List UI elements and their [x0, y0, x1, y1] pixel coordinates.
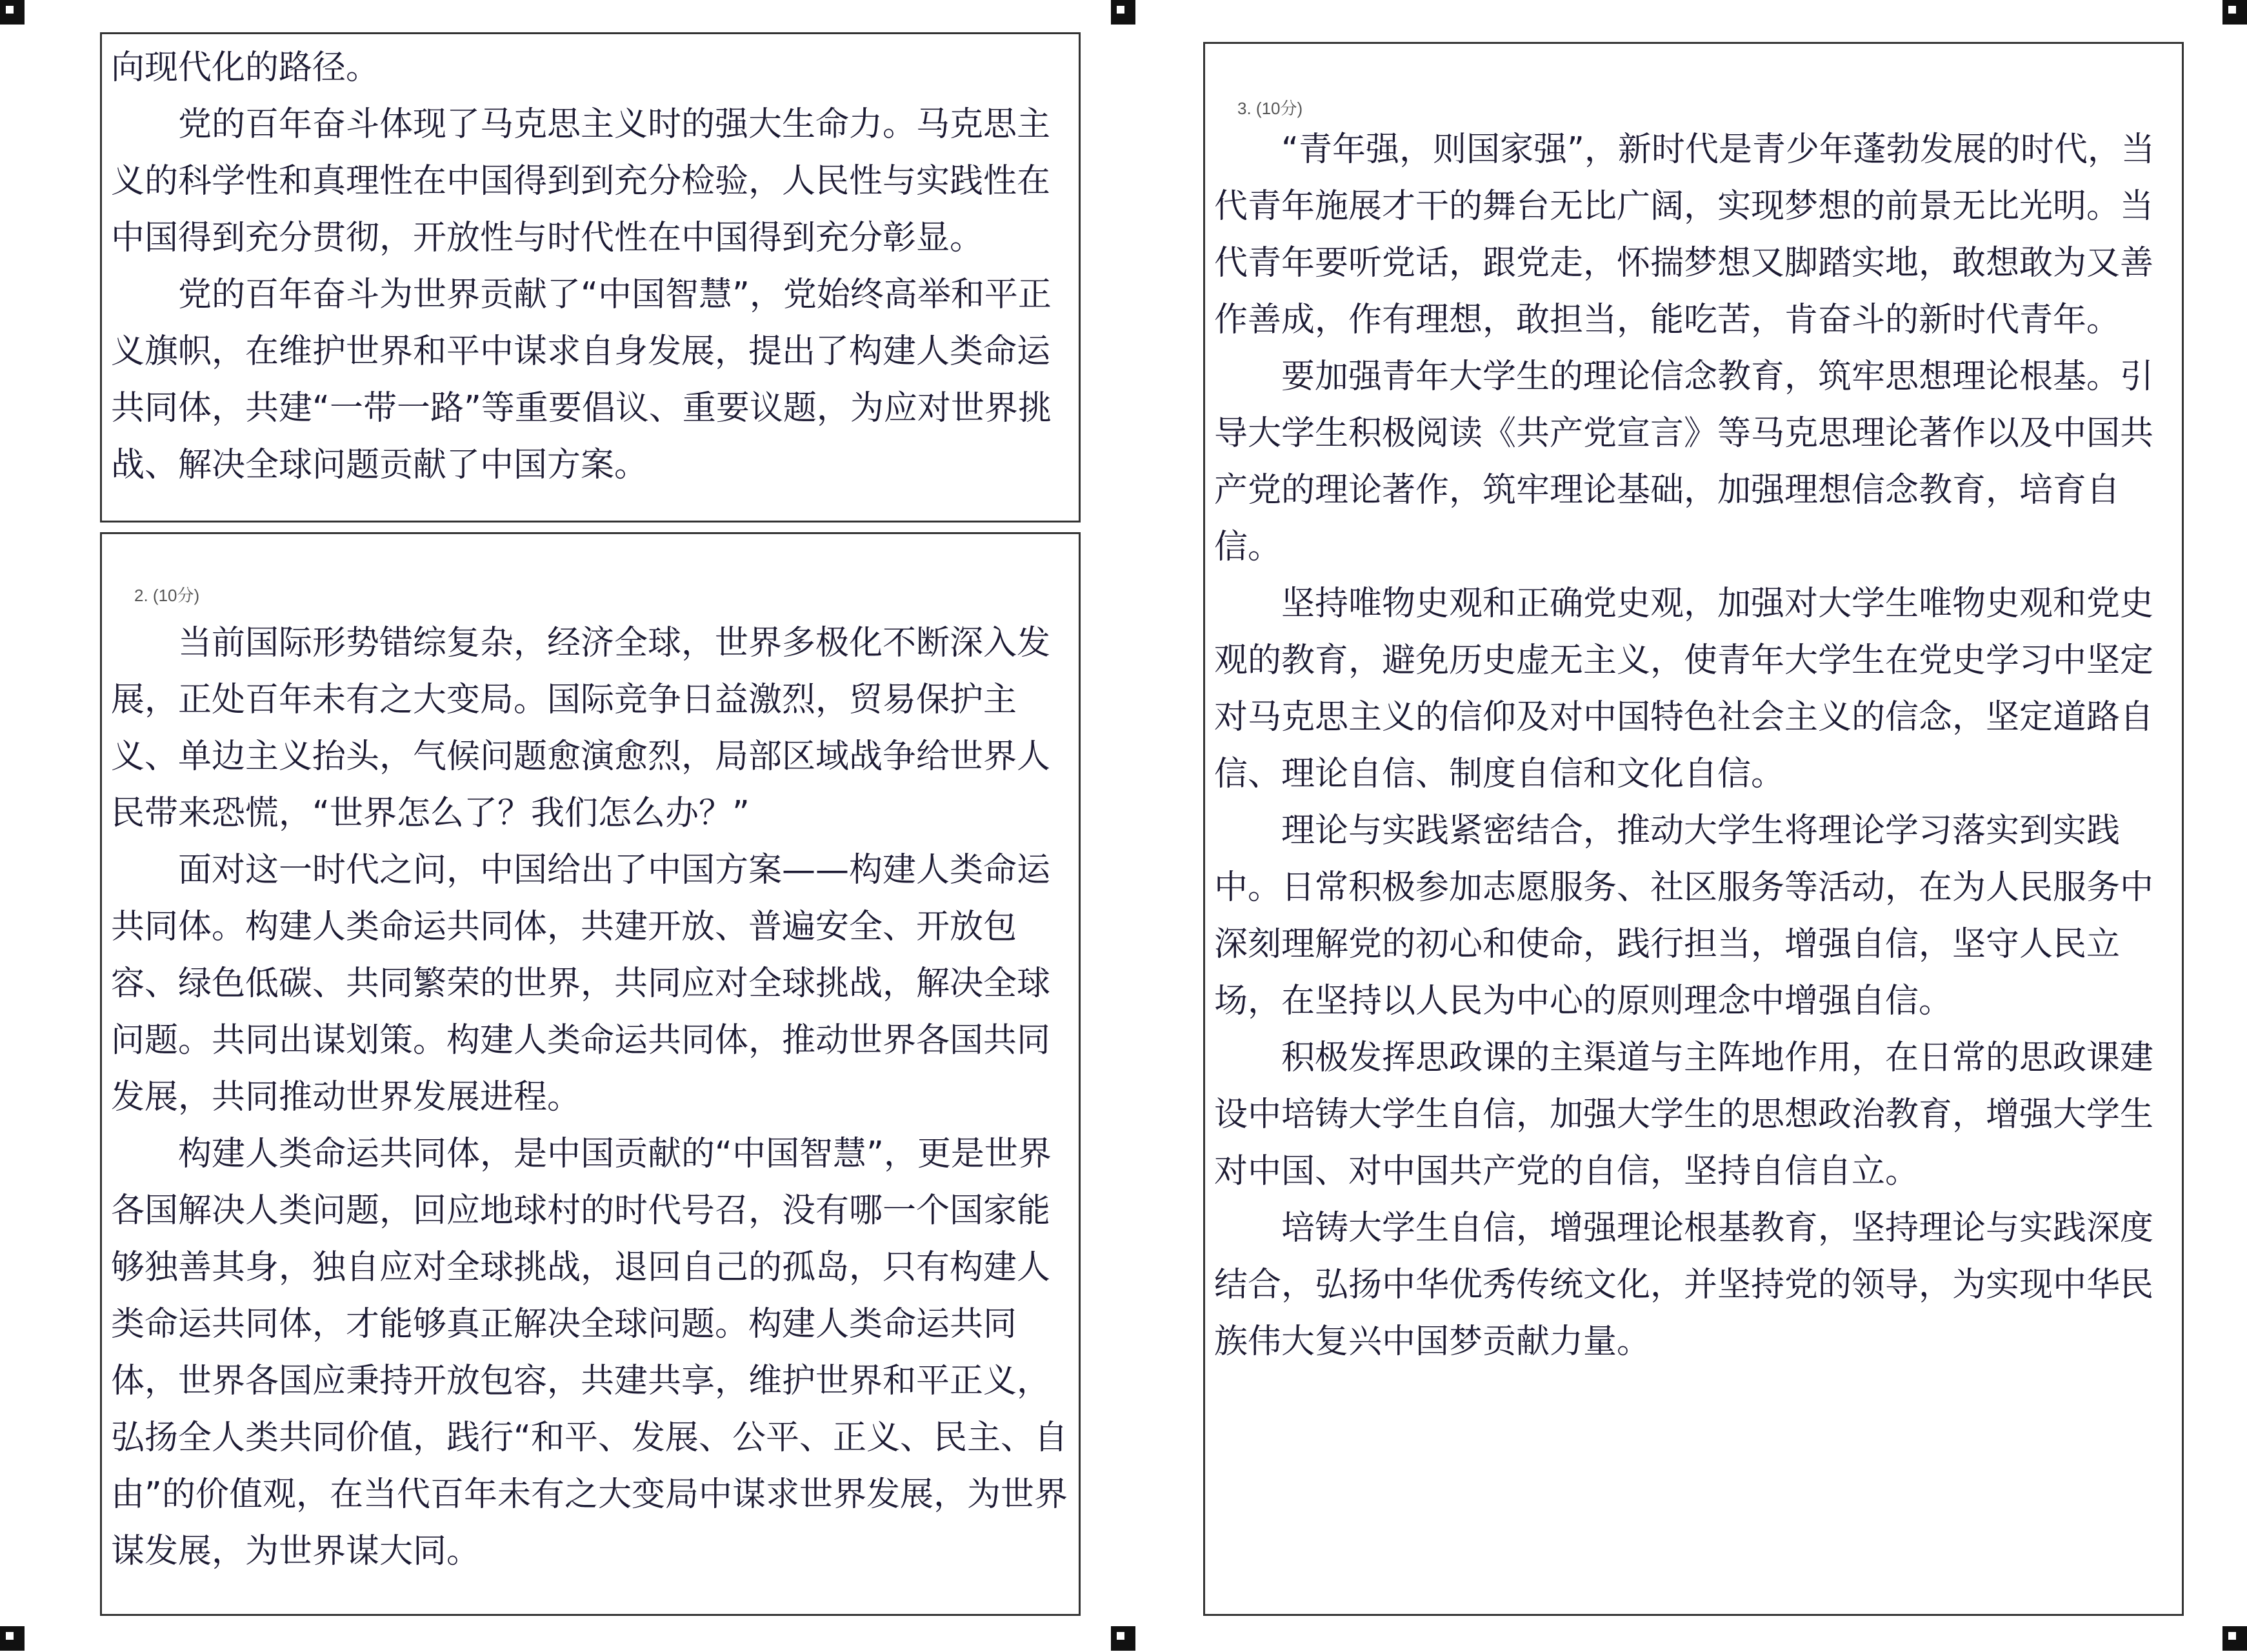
paragraph: 当前国际形势错综复杂，经济全球，世界多极化不断深入发展，正处百年未有之大变局。国际竞争日益激烈，贸易保护主义、单边主义抬头，气候问题愈演愈烈，局部区域战争给世界人民带来恐慌，“世界怎么了？我们怎么办？”	[111, 624, 1051, 833]
paragraph: 构建人类命运共同体，是中国贡献的“中国智慧”，更是世界各国解决人类问题，回应地球村的时代号召，没有哪一个国家能够独善其身，独自应对全球挑战，退回自己的孤岛，只有构建人类命运共同体，才能够真正解决全球问题。构建人类命运共同体，世界各国应秉持开放包容，共建共享，维护世界和平正义，弘扬全人类共同价值，践行“和平、发展、公平、正义、民主、自由”的价值观，在当代百年未有之大变局中谋求世界发展，为世界谋发展，为世界谋大同。	[111, 1135, 1068, 1571]
answer-box-2	[100, 532, 1081, 1616]
corner-marker-top-right	[2222, 0, 2247, 25]
question-label-3: 3. (10分)	[1237, 99, 1303, 118]
paragraph: 面对这一时代之问，中国给出了中国方案——构建人类命运共同体。构建人类命运共同体，共建开放、普遍安全、开放包容、绿色低碳、共同繁荣的世界，共同应对全球挑战，解决全球问题。共同出谋划策。构建人类命运共同体，推动世界各国共同发展，共同推动世界发展进程。	[111, 851, 1051, 1117]
paragraph: 党的百年奋斗为世界贡献了“中国智慧”，党始终高举和平正义旗帜，在维护世界和平中谋求自身发展，提出了构建人类命运共同体，共建“一带一路”等重要倡议、重要议题，为应对世界挑战、解决全球问题贡献了中国方案。	[111, 275, 1052, 484]
corner-marker-bottom-left	[0, 1626, 25, 1651]
corner-marker-top-left	[0, 0, 25, 25]
paragraph: 培铸大学生自信，增强理论根基教育，坚持理论与实践深度结合，弘扬中华优秀传统文化，并坚持党的领导，为实现中华民族伟大复兴中国梦贡献力量。	[1214, 1209, 2154, 1361]
question-label-2: 2. (10分)	[134, 586, 200, 605]
corner-marker-top-center	[1111, 0, 1135, 25]
paragraph: 向现代化的路径。	[111, 48, 380, 87]
answer-box-1	[100, 32, 1081, 522]
answer-box-2-text	[111, 615, 1072, 1580]
paragraph: “青年强，则国家强”，新时代是青少年蓬勃发展的时代，当代青年施展才干的舞台无比广阔，实现梦想的前景无比光明。当代青年要听党话，跟党走，怀揣梦想又脚踏实地，敢想敢为又善作善成，作有理想，敢担当，能吃苦，肯奋斗的新时代青年。	[1214, 130, 2155, 339]
paragraph: 理论与实践紧密结合，推动大学生将理论学习落实到实践中。日常积极参加志愿服务、社区服务等活动，在为人民服务中深刻理解党的初心和使命，践行担当，增强自信，坚守人民立场，在坚持以人民为中心的原则理念中增强自信。	[1214, 811, 2154, 1020]
corner-marker-bottom-right	[2222, 1626, 2247, 1651]
paragraph: 要加强青年大学生的理论信念教育，筑牢思想理论根基。引导大学生积极阅读《共产党宣言》等马克思理论著作以及中国共产党的理论著作，筑牢理论基础，加强理想信念教育，培育自信。	[1214, 357, 2154, 566]
answer-box-3-text	[1214, 121, 2175, 1370]
paragraph: 积极发挥思政课的主渠道与主阵地作用，在日常的思政课建设中培铸大学生自信，加强大学生的思想政治教育，增强大学生对中国、对中国共产党的自信，坚持自信自立。	[1214, 1039, 2154, 1191]
corner-marker-bottom-center	[1111, 1626, 1135, 1651]
paragraph: 坚持唯物史观和正确党史观，加强对大学生唯物史观和党史观的教育，避免历史虚无主义，使青年大学生在党史学习中坚定对马克思主义的信仰及对中国特色社会主义的信念，坚定道路自信、理论自信、制度自信和文化自信。	[1214, 584, 2154, 793]
answer-box-1-text	[111, 39, 1072, 493]
paragraph: 党的百年奋斗体现了马克思主义时的强大生命力。马克思主义的科学性和真理性在中国得到到充分检验，人民性与实践性在中国得到充分贯彻，开放性与时代性在中国得到充分彰显。	[111, 105, 1051, 257]
answer-box-3	[1203, 42, 2184, 1616]
